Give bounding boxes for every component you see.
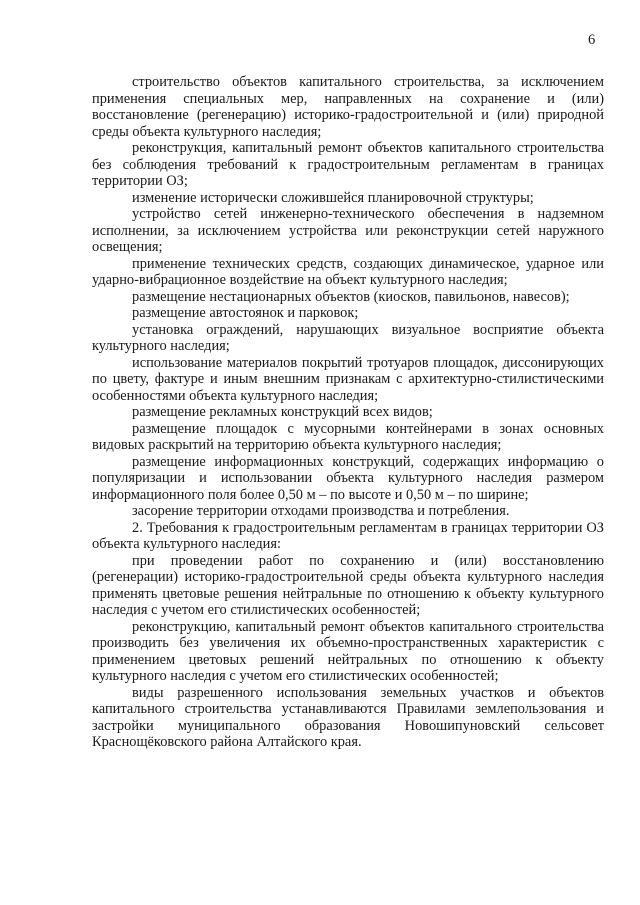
page-number: 6 <box>588 32 596 48</box>
paragraph: размещение площадок с мусорными контейнерами в зонах основных видовых раскрытий на территорию объекта культурного наследия; <box>92 420 604 453</box>
paragraph: реконструкцию, капитальный ремонт объектов капитального строительства производить без увеличения их объемно-пространственных характеристик с применением цветовых решений нейтральных по отношению к объекту культурного наследия с учетом его стилистических особенностей; <box>92 618 604 684</box>
paragraph: размещение нестационарных объектов (киосков, павильонов, навесов); <box>132 288 570 305</box>
paragraph: размещение информационных конструкций, содержащих информацию о популяризации и использовании объекта культурного наследия размером информационного поля более 0,50 м – по высоте и 0,50 м – по ширине; <box>92 453 604 503</box>
paragraph: использование материалов покрытий тротуаров площадок, диссонирующих по цвету, фактуре и иным внешним признакам с архитектурно-стилистическими особенностями объекта культурного наследия; <box>92 354 604 404</box>
paragraph: изменение исторически сложившейся планировочной структуры; <box>132 189 534 206</box>
paragraph: размещение автостоянок и парковок; <box>132 305 359 321</box>
paragraph: размещение рекламных конструкций всех видов; <box>132 404 433 420</box>
paragraph: засорение территории отходами производства и потребления. <box>132 503 510 519</box>
paragraph: при проведении работ по сохранению и (или) восстановлению (регенерации) историко-градостроительной среды объекта культурного наследия применять цветовые решения нейтральные по отношению к объекту культурного наследия с учетом его стилистических особенностей; <box>92 552 604 618</box>
paragraph: применение технических средств, создающих динамическое, ударное или ударно-вибрационное воздействие на объект культурного наследия; <box>92 255 604 288</box>
paragraph: строительство объектов капитального строительства, за исключением применения специальных мер, направленных на сохранение и (или) восстановление (регенерацию) историко-градостроительной и (или) природной среды объекта культурного наследия; <box>92 74 604 140</box>
section-heading: 2. Требования к градостроительным регламентам в границах территории ОЗ объекта культурного наследия: <box>92 519 604 552</box>
paragraph: виды разрешенного использования земельных участков и объектов капитального строительства устанавливаются Правилами землепользования и застройки муниципального образования Новошипуновский сельсовет Краснощёковского района Алтайского края. <box>92 684 604 750</box>
paragraph: реконструкция, капитальный ремонт объектов капитального строительства без соблюдения требований к градостроительным регламентам в границах территории ОЗ; <box>92 140 604 189</box>
paragraph: устройство сетей инженерно-технического обеспечения в надземном исполнении, за исключением устройства или реконструкции сетей наружного освещения; <box>92 206 604 255</box>
document-body <box>92 74 604 751</box>
paragraph: установка ограждений, нарушающих визуальное восприятие объекта культурного наследия; <box>92 321 604 354</box>
